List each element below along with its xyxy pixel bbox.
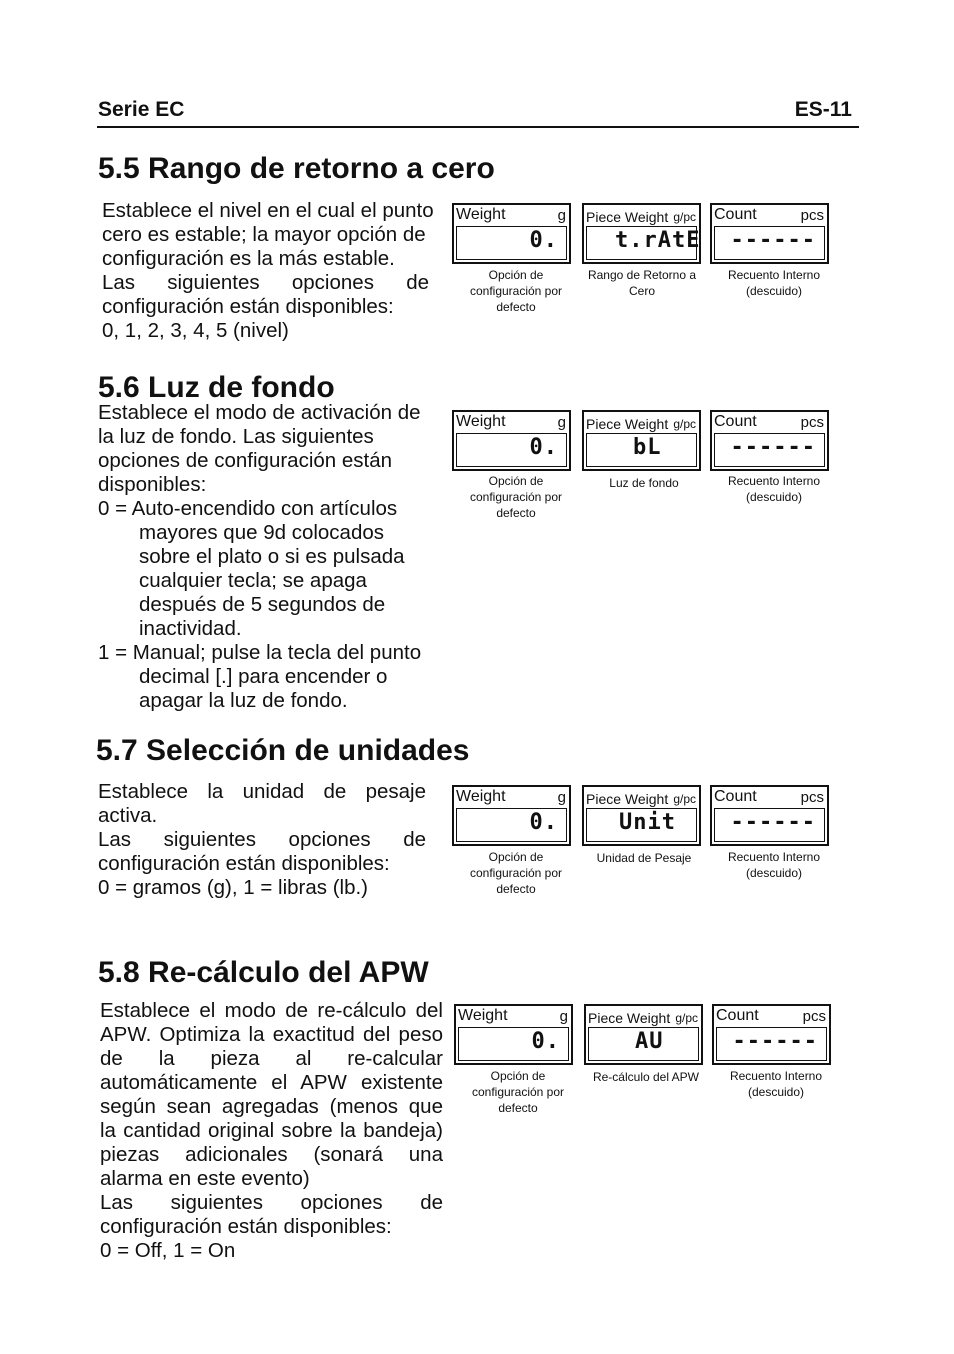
piece-weight-value: bL — [633, 435, 662, 460]
text-line: Establece el modo de activación de — [98, 401, 421, 424]
piece-weight-label: Piece Weight — [586, 791, 669, 807]
piece-weight-display — [582, 203, 701, 264]
weight-display — [452, 203, 571, 264]
weight-display — [454, 1004, 573, 1065]
count-display — [710, 410, 829, 471]
weight-unit: g — [557, 207, 566, 224]
piece-weight-unit: g/pc — [673, 792, 696, 806]
piece-weight-label: Piece Weight — [588, 1010, 671, 1026]
header-divider — [97, 126, 859, 128]
text-line: configuración están disponibles: — [102, 295, 394, 318]
text-line: de la pieza al re-calcular — [100, 1047, 443, 1070]
count-unit: pcs — [800, 789, 824, 806]
section-title-5-5: 5.5 Rango de retorno a cero — [98, 152, 495, 185]
text-line: la cantidad original sobre la bandeja) — [100, 1119, 443, 1142]
piece-weight-display — [582, 785, 701, 846]
text-line: Las siguientes opciones de — [98, 828, 426, 851]
piece-weight-caption: Unidad de Pesaje — [596, 851, 692, 865]
series-header: Serie EC — [98, 98, 185, 121]
piece-weight-value: AU — [635, 1029, 664, 1054]
section-title-5-6: 5.6 Luz de fondo — [98, 371, 335, 404]
weight-value: 0. — [529, 810, 558, 835]
text-line: automáticamente el APW existente — [100, 1071, 443, 1094]
weight-screen — [456, 433, 567, 467]
piece-weight-unit: g/pc — [673, 210, 696, 224]
text-line: cero es estable; la mayor opción de — [102, 223, 426, 246]
text-line: activa. — [98, 804, 158, 827]
text-line: después de 5 segundos de — [139, 593, 386, 616]
weight-caption: Opción de configuración por defecto — [471, 1069, 565, 1115]
count-value: ------ — [730, 435, 816, 460]
weight-caption: Opción de configuración por defecto — [469, 268, 563, 314]
piece-weight-display — [584, 1004, 703, 1065]
count-unit: pcs — [800, 414, 824, 431]
text-line: Establece el nivel en el cual el punto — [102, 199, 434, 222]
page-number: ES-11 — [794, 98, 852, 121]
weight-label: Weight — [456, 413, 506, 430]
text-line: 0 = gramos (g), 1 = libras (lb.) — [98, 876, 369, 899]
count-label: Count — [714, 206, 757, 223]
count-unit: pcs — [800, 207, 824, 224]
count-screen — [716, 1027, 827, 1061]
text-line: decimal [.] para encender o — [139, 665, 388, 688]
text-line: según sean agregadas (menos que — [100, 1095, 443, 1118]
text-line: configuración están disponibles: — [100, 1215, 392, 1238]
count-caption: Recuento Interno (descuido) — [727, 850, 821, 880]
piece-weight-caption: Re-cálculo del APW — [592, 1070, 700, 1084]
weight-screen — [456, 226, 567, 260]
weight-unit: g — [559, 1008, 568, 1025]
text-line: 0 = Auto-encendido con artículos — [98, 497, 398, 520]
section-body-5-8 — [100, 999, 443, 1263]
count-label: Count — [714, 413, 757, 430]
piece-weight-screen — [586, 226, 701, 260]
weight-caption: Opción de configuración por defecto — [469, 474, 563, 520]
text-line: Establece el modo de re-cálculo del — [100, 999, 443, 1022]
section-title-5-8: 5.8 Re-cálculo del APW — [98, 956, 429, 989]
count-caption: Recuento Interno (descuido) — [729, 1069, 823, 1099]
text-line: apagar la luz de fondo. — [139, 689, 348, 712]
count-display — [712, 1004, 831, 1065]
piece-weight-display — [582, 410, 701, 471]
weight-caption: Opción de configuración por defecto — [469, 850, 563, 896]
weight-screen — [458, 1027, 569, 1061]
weight-value: 0. — [531, 1029, 560, 1054]
weight-unit: g — [557, 414, 566, 431]
piece-weight-unit: g/pc — [675, 1011, 698, 1025]
count-display — [710, 785, 829, 846]
weight-display — [452, 410, 571, 471]
count-screen — [714, 226, 825, 260]
text-line: inactividad. — [139, 617, 242, 640]
count-value: ------ — [732, 1029, 818, 1054]
text-line: alarma en este evento) — [100, 1167, 310, 1190]
weight-label: Weight — [456, 206, 506, 223]
text-line: APW. Optimiza la exactitud del peso — [100, 1023, 443, 1046]
section-title-5-7: 5.7 Selección de unidades — [96, 734, 470, 767]
text-line: mayores que 9d colocados — [139, 521, 385, 544]
piece-weight-screen — [588, 1027, 699, 1061]
count-unit: pcs — [802, 1008, 826, 1025]
count-caption: Recuento Interno (descuido) — [727, 268, 821, 298]
section-body-5-5 — [102, 199, 434, 343]
text-line: piezas adicionales (sonará una — [100, 1143, 443, 1166]
text-line: Establece la unidad de pesaje — [98, 780, 426, 803]
section-body-5-7 — [98, 780, 426, 900]
text-line: Las siguientes opciones de — [102, 271, 429, 294]
text-line: configuración están disponibles: — [98, 852, 390, 875]
count-caption: Recuento Interno (descuido) — [727, 474, 821, 504]
piece-weight-unit: g/pc — [673, 417, 696, 431]
text-line: sobre el plato o si es pulsada — [139, 545, 405, 568]
text-line: 0 = Off, 1 = On — [100, 1239, 236, 1262]
piece-weight-label: Piece Weight — [586, 209, 669, 225]
count-screen — [714, 433, 825, 467]
piece-weight-label: Piece Weight — [586, 416, 669, 432]
count-value: ------ — [730, 810, 816, 835]
weight-label: Weight — [458, 1007, 508, 1024]
count-label: Count — [716, 1007, 759, 1024]
piece-weight-value: t.rAtE — [615, 228, 701, 253]
text-line: configuración es la más estable. — [102, 247, 395, 270]
text-line: disponibles: — [98, 473, 207, 496]
piece-weight-value: Unit — [619, 810, 676, 835]
section-body-5-6 — [98, 401, 426, 713]
weight-display — [452, 785, 571, 846]
text-line: Las siguientes opciones de — [100, 1191, 443, 1214]
count-value: ------ — [730, 228, 816, 253]
weight-value: 0. — [529, 435, 558, 460]
count-display — [710, 203, 829, 264]
count-label: Count — [714, 788, 757, 805]
piece-weight-screen — [586, 433, 697, 467]
text-line: cualquier tecla; se apaga — [139, 569, 367, 592]
count-screen — [714, 808, 825, 842]
piece-weight-screen — [586, 808, 697, 842]
weight-screen — [456, 808, 567, 842]
weight-unit: g — [557, 789, 566, 806]
text-line: 0, 1, 2, 3, 4, 5 (nivel) — [102, 319, 289, 342]
weight-label: Weight — [456, 788, 506, 805]
text-line: 1 = Manual; pulse la tecla del punto — [98, 641, 422, 664]
text-line: la luz de fondo. Las siguientes — [98, 425, 374, 448]
piece-weight-caption: Luz de fondo — [609, 476, 679, 490]
weight-value: 0. — [529, 228, 558, 253]
text-line: opciones de configuración están — [98, 449, 393, 472]
piece-weight-caption: Rango de Retorno a Cero — [587, 268, 697, 298]
